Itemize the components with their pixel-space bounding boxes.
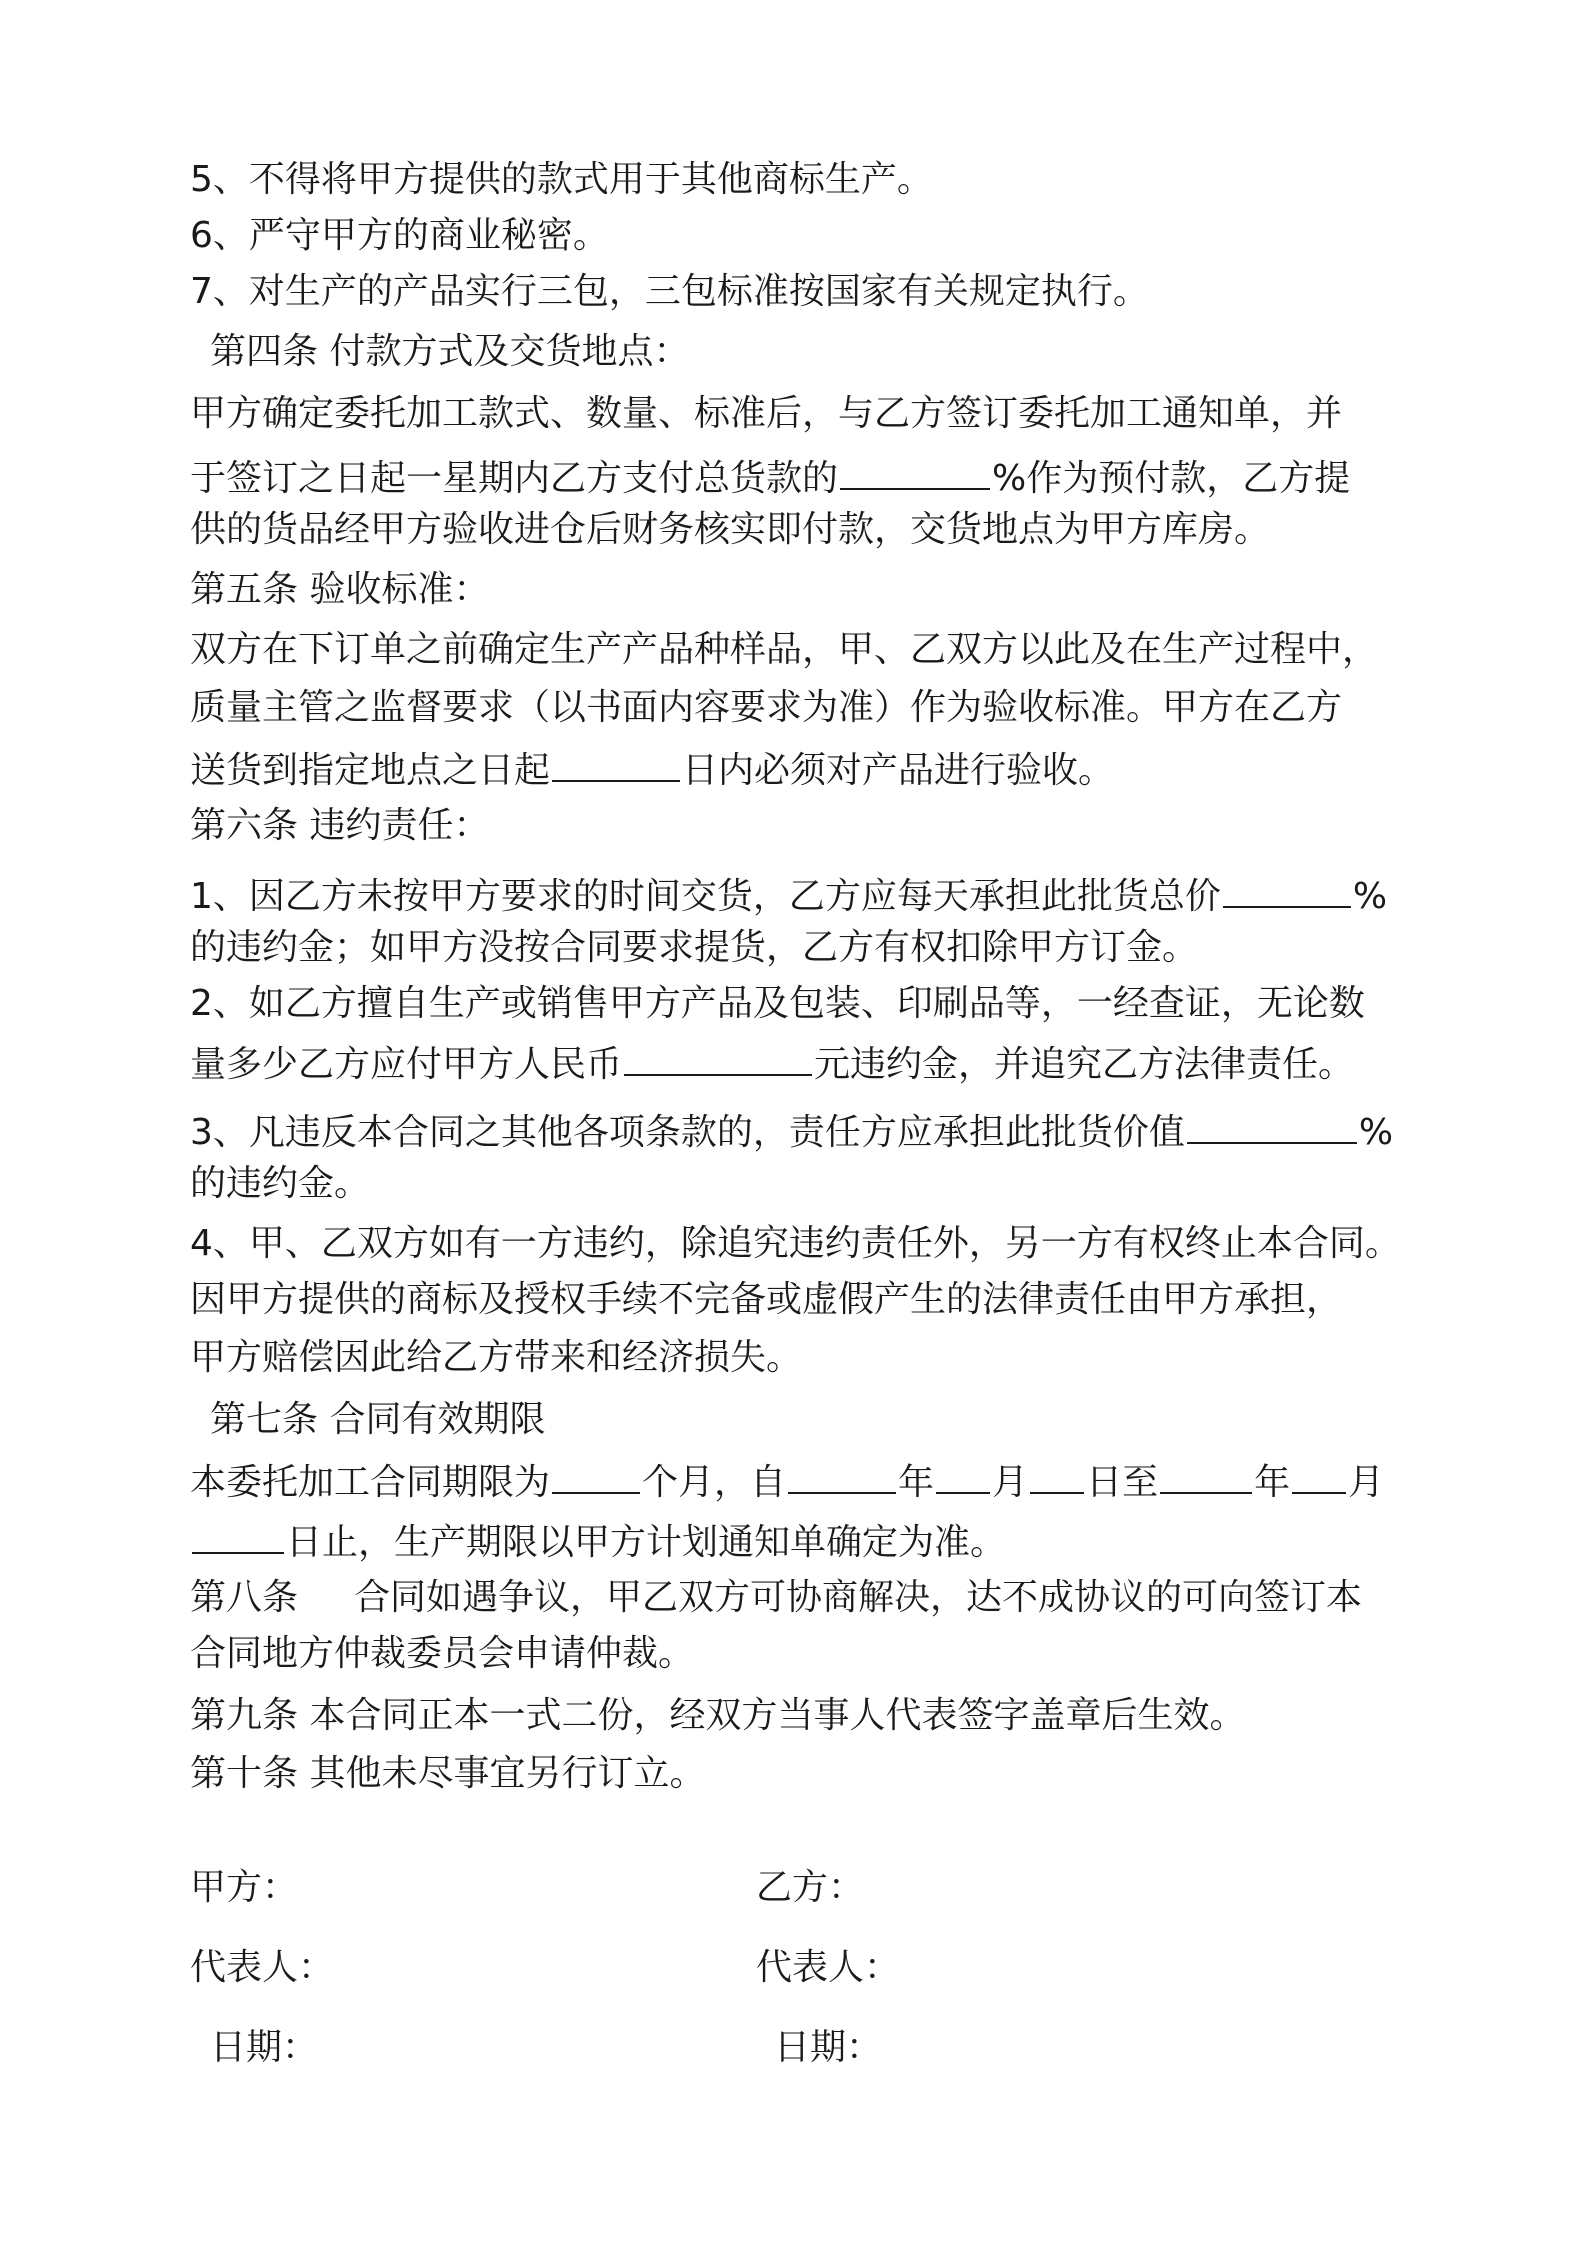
representative-a-label: 代表人： xyxy=(190,1947,335,1988)
article-7-line-1: 本委托加工合同期限为 个月，自 年 月 日至 年 月 xyxy=(190,1458,1384,1505)
clause-item-6: 6、严守甲方的商业秘密。 xyxy=(190,215,609,256)
party-b-label: 乙方： xyxy=(756,1867,865,1908)
end-day-blank[interactable] xyxy=(192,1518,284,1554)
start-month-blank[interactable] xyxy=(936,1458,990,1494)
article-6-item-1-line-1: 1、因乙方未按甲方要求的时间交货，乙方应每天承担此批货总价 % xyxy=(190,872,1387,919)
prepayment-percent-blank[interactable] xyxy=(840,454,990,490)
article-7-heading: 第七条 合同有效期限 xyxy=(210,1399,546,1440)
article-6-heading: 第六条 违约责任： xyxy=(190,805,490,846)
end-month-blank[interactable] xyxy=(1292,1458,1346,1494)
start-day-blank[interactable] xyxy=(1030,1458,1084,1494)
article-4-line-3: 供的货品经甲方验收进仓后财务核实即付款，交货地点为甲方库房。 xyxy=(190,509,1271,550)
penalty-amount-blank[interactable] xyxy=(624,1040,812,1076)
article-6-item-2-line-2: 量多少乙方应付甲方人民币 元违约金，并追究乙方法律责任。 xyxy=(190,1040,1354,1087)
representative-b-label: 代表人： xyxy=(756,1947,901,1988)
party-a-label: 甲方： xyxy=(190,1867,299,1908)
late-delivery-percent-blank[interactable] xyxy=(1223,872,1351,908)
article-8-line-2: 合同地方仲裁委员会申请仲裁。 xyxy=(190,1633,695,1674)
article-7-line-2: 日止，生产期限以甲方计划通知单确定为准。 xyxy=(190,1518,1006,1565)
term-months-blank[interactable] xyxy=(552,1458,640,1494)
article-6-item-3-line-2: 的违约金。 xyxy=(190,1163,371,1204)
article-10: 第十条 其他未尽事宜另行订立。 xyxy=(190,1753,706,1794)
clause-item-5: 5、不得将甲方提供的款式用于其他商标生产。 xyxy=(190,159,933,200)
article-6-item-1-line-2: 的违约金；如甲方没按合同要求提货，乙方有权扣除甲方订金。 xyxy=(190,927,1199,968)
article-8-line-1: 第八条 合同如遇争议，甲乙双方可协商解决，达不成协议的可向签订本 xyxy=(190,1577,1363,1618)
article-9: 第九条 本合同正本一式二份，经双方当事人代表签字盖章后生效。 xyxy=(190,1695,1246,1736)
breach-percent-blank[interactable] xyxy=(1187,1108,1357,1144)
article-4-line-2: 于签订之日起一星期内乙方支付总货款的 %作为预付款，乙方提 xyxy=(190,454,1350,501)
date-a-label: 日期： xyxy=(210,2027,319,2068)
inspection-days-blank[interactable] xyxy=(552,746,680,782)
date-b-label: 日期： xyxy=(774,2027,883,2068)
article-6-item-4-line-1: 4、甲、乙双方如有一方违约，除追究违约责任外，另一方有权终止本合同。 xyxy=(190,1223,1401,1264)
start-year-blank[interactable] xyxy=(788,1458,896,1494)
clause-item-7: 7、对生产的产品实行三包，三包标准按国家有关规定执行。 xyxy=(190,271,1149,312)
article-5-line-2: 质量主管之监督要求（以书面内容要求为准）作为验收标准。甲方在乙方 xyxy=(190,687,1343,728)
article-6-item-2-line-1: 2、如乙方擅自生产或销售甲方产品及包装、印刷品等，一经查证，无论数 xyxy=(190,983,1365,1024)
article-6-item-3-line-1: 3、凡违反本合同之其他各项条款的，责任方应承担此批货价值 % xyxy=(190,1108,1393,1155)
article-4-heading: 第四条 付款方式及交货地点： xyxy=(210,331,690,372)
article-5-heading: 第五条 验收标准： xyxy=(190,569,490,610)
article-6-item-4-line-3: 甲方赔偿因此给乙方带来和经济损失。 xyxy=(190,1337,803,1378)
article-4-line-1: 甲方确定委托加工款式、数量、标准后，与乙方签订委托加工通知单，并 xyxy=(190,393,1343,434)
article-5-line-1: 双方在下订单之前确定生产产品种样品，甲、乙双方以此及在生产过程中， xyxy=(190,629,1379,670)
article-6-item-4-line-2: 因甲方提供的商标及授权手续不完备或虚假产生的法律责任由甲方承担， xyxy=(190,1279,1343,1320)
end-year-blank[interactable] xyxy=(1160,1458,1252,1494)
article-5-line-3: 送货到指定地点之日起 日内必须对产品进行验收。 xyxy=(190,746,1114,793)
